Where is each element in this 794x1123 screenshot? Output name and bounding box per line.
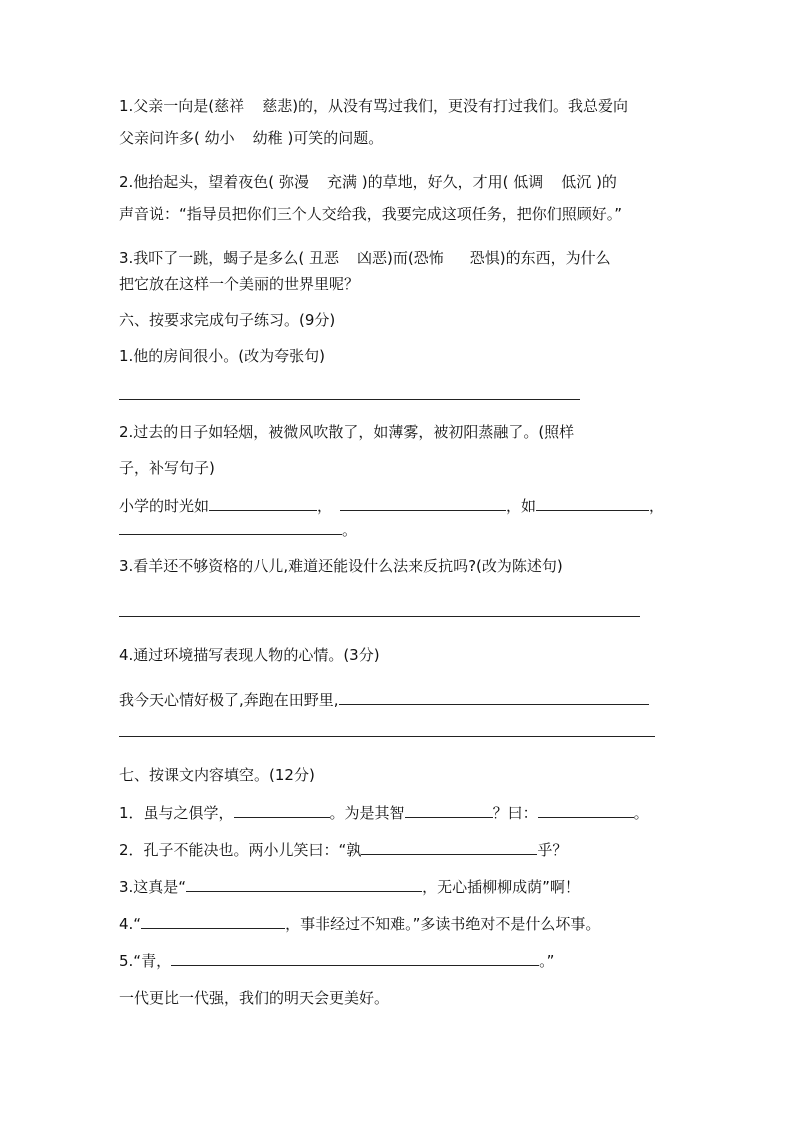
q7-f1-text4: 。: [633, 804, 649, 822]
q7-f4: [119, 914, 600, 934]
q5-item2-text: 声音说：“指导员把你们三个人交给我，我要完成这项任务，把你们照顾好。”: [119, 205, 623, 223]
q7-f3-text2: ，无心插柳柳成荫”啊！: [422, 878, 580, 896]
q7-f1: [119, 803, 649, 823]
q5-item2-choice-b: 充满: [326, 173, 357, 191]
q5-item3-prefix: 3.我吓了一跳，蝎子是多么(: [119, 249, 305, 267]
q7-f1-blank3[interactable]: [538, 803, 634, 818]
q5-item3-line1: [119, 248, 611, 268]
q5-item2-prefix: 2.他抬起头，望着夜色(: [119, 173, 275, 191]
q5-item3-mid: )而(: [386, 249, 414, 267]
q7-f1-text1: 1．虽与之俱学，: [119, 804, 234, 822]
q5-item1-choice-b: 慈悲: [262, 97, 293, 115]
q7-f5-text2: 。”: [539, 952, 555, 970]
q5-item1-prefix2: 父亲问许多(: [119, 129, 200, 147]
q6-s2-fill-line: [119, 496, 664, 516]
q7-f2-blank1[interactable]: [361, 840, 537, 855]
q6-s2-fill-line2: [119, 520, 357, 540]
q7-f2-text2: 乎？: [537, 841, 568, 859]
q5-item1-suffix2: )可笑的问题。: [287, 129, 384, 147]
q6-s2-line2: 子，补写句子): [119, 459, 215, 477]
q7-f2-text1: 2．孔子不能决也。两小儿笑曰：“孰: [119, 841, 362, 859]
q7-f5-blank1[interactable]: [171, 951, 539, 966]
q7-f5-text1: 5.“青，: [119, 952, 172, 970]
q5-item2-choice-d: 低沉: [561, 173, 592, 191]
q6-s2-fill-text3: ，如: [506, 497, 537, 515]
q5-item3-line2: [119, 274, 359, 294]
q6-s4-answer-line2[interactable]: [119, 736, 655, 737]
q5-item1-line2: [119, 128, 383, 148]
q6-s2-fill-text1: 小学的时光如: [119, 497, 210, 515]
q6-s2-line1: 2.过去的日子如轻烟，被微风吹散了，如薄雾，被初阳蒸融了。(照样: [119, 423, 575, 441]
q5-item2-line1: [119, 172, 617, 192]
q7-f3-blank1[interactable]: [186, 877, 422, 892]
q5-item2-suffix: )的: [596, 173, 617, 191]
q7-f4-text1: 4.“: [119, 915, 142, 933]
q5-item2-choice-a: 弥漫: [278, 173, 309, 191]
q6-s3: 3.看羊还不够资格的八儿,难道还能设什么法来反抗吗?(改为陈述句): [119, 557, 563, 575]
q6-s3-answer-line[interactable]: [119, 616, 640, 617]
q7-f1-blank1[interactable]: [234, 803, 330, 818]
q7-f4-text2: ，事非经过不知难。”多读书绝对不是什么坏事。: [285, 915, 601, 933]
q6-s2-fill-text5: 。: [342, 521, 358, 539]
q5-item3-choice-c: 恐怖: [413, 249, 444, 267]
q6-heading: 六、按要求完成句子练习。(9分): [119, 311, 336, 329]
q5-item3-choice-b: 凶恶: [356, 249, 387, 267]
q7-f1-text3: ？曰：: [492, 804, 538, 822]
q7-f1-text2: 。为是其智: [329, 804, 405, 822]
q7-f3-text1: 3.这真是“: [119, 878, 187, 896]
q5-item1-choice-d: 幼稚: [252, 129, 283, 147]
q7-heading: 七、按课文内容填空。(12分): [119, 766, 315, 784]
q5-item3-choice-a: 丑恶: [308, 249, 339, 267]
q5-item1-prefix: 1.父亲一向是(: [119, 97, 215, 115]
q5-item2-choice-c: 低调: [513, 173, 544, 191]
q6-s2-fill-text2: ，: [317, 497, 333, 515]
q5-item1-choice-a: 慈祥: [214, 97, 245, 115]
q6-s2-blank4[interactable]: [119, 520, 342, 535]
q6-s2-fill-text4: ，: [649, 497, 665, 515]
q5-item1-line1: [119, 96, 628, 116]
q6-s2-blank3[interactable]: [536, 496, 649, 511]
q7-f6: 一代更比一代强，我们的明天会更美好。: [119, 989, 390, 1007]
q6-s2-blank2[interactable]: [340, 496, 506, 511]
q5-item3-text: 把它放在这样一个美丽的世界里呢？: [119, 275, 360, 293]
q6-s1-answer-line[interactable]: [119, 399, 580, 400]
q7-f1-blank2[interactable]: [405, 803, 493, 818]
q6-s4-prompt: 我今天心情好极了,奔跑在田野里,: [119, 691, 339, 709]
q6-s4-fill-line: [119, 690, 649, 710]
q5-item3-choice-d: 恐惧: [469, 249, 500, 267]
q5-item2-line2: [119, 204, 622, 224]
q6-s4-blank1[interactable]: [339, 690, 649, 705]
q6-s2-blank1[interactable]: [209, 496, 317, 511]
q5-item3-suffix: )的东西，为什么: [499, 249, 611, 267]
q5-item2-mid: )的草地，好久，才用(: [361, 173, 509, 191]
q6-s1: 1.他的房间很小。(改为夸张句): [119, 347, 326, 365]
q5-item1-suffix: )的，从没有骂过我们，更没有打过我们。我总爱向: [292, 97, 629, 115]
q7-f3: [119, 877, 580, 897]
q6-s4: 4.通过环境描写表现人物的心情。(3分): [119, 646, 380, 664]
q5-item1-choice-c: 幼小: [204, 129, 235, 147]
q7-f4-blank1[interactable]: [141, 914, 285, 929]
q7-f2: [119, 840, 567, 860]
q7-f5: [119, 951, 554, 971]
